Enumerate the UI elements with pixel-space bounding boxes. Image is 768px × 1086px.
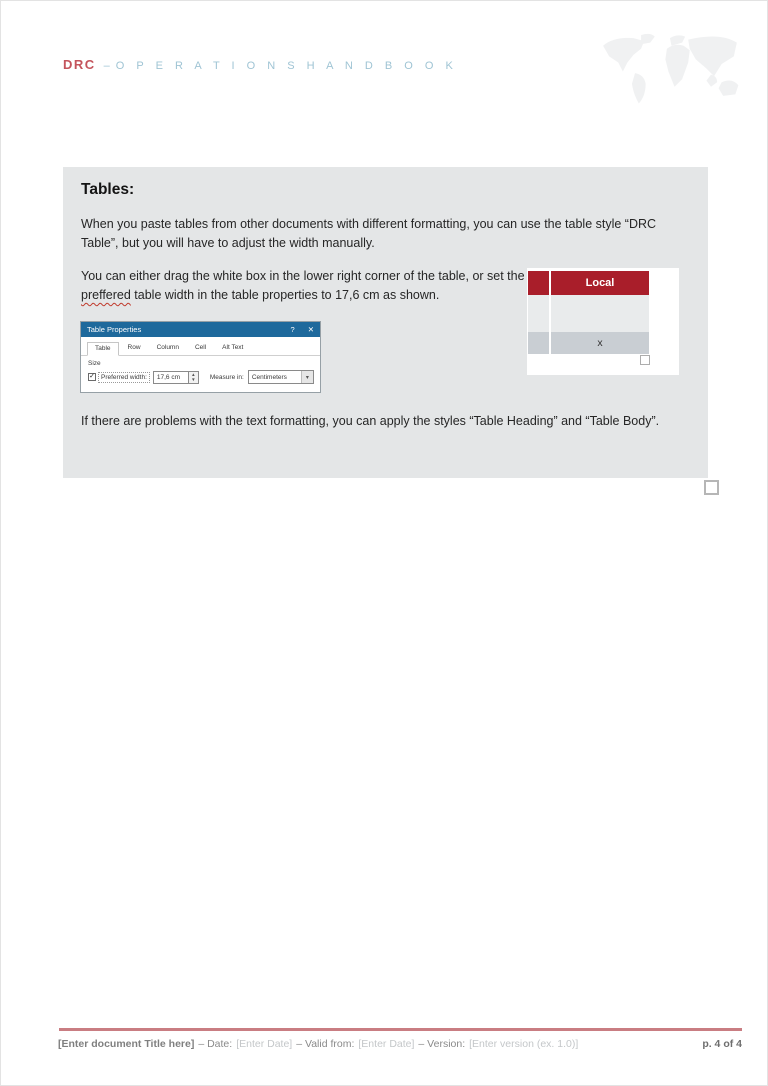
- dialog-tab-strip: [81, 337, 320, 356]
- footer-date-label: – Date:: [198, 1038, 233, 1050]
- spinner-up-icon[interactable]: ▲: [191, 372, 196, 377]
- paragraph-drag-box-part1: You can either drag the white box in the lower right corner of the table, or set the: [81, 269, 525, 283]
- tab-cell[interactable]: Cell: [194, 344, 207, 351]
- measure-in-value: Centimeters: [251, 373, 287, 381]
- content-box: [63, 167, 708, 478]
- header-dash: –: [103, 60, 110, 72]
- help-icon[interactable]: ?: [290, 325, 295, 334]
- section-heading: Tables:: [81, 181, 135, 198]
- measure-in-label: Measure in:: [209, 373, 244, 381]
- tab-table[interactable]: Table: [87, 342, 119, 356]
- figure-header-row: [528, 271, 649, 295]
- figure-empty-row: [528, 295, 649, 332]
- figure-body-stub-cell: [528, 332, 549, 354]
- spinner-down-icon[interactable]: ▼: [191, 377, 196, 382]
- dialog-title: Table Properties: [87, 325, 142, 334]
- footer-valid-from-value: [Enter Date]: [358, 1038, 415, 1050]
- footer-version-label: – Version:: [418, 1038, 466, 1050]
- document-header: [63, 56, 457, 74]
- close-icon[interactable]: ✕: [307, 325, 314, 334]
- figure-body-row: [528, 332, 649, 354]
- preferred-width-row: [88, 370, 320, 384]
- measure-in-dropdown[interactable]: [248, 370, 314, 384]
- footer-valid-from-label: – Valid from:: [296, 1038, 355, 1050]
- world-map-icon: [597, 29, 749, 105]
- footer-rule: [59, 1028, 742, 1031]
- drc-logo: DRC: [63, 57, 96, 72]
- footer-version-value: [Enter version (ex. 1.0)]: [469, 1038, 579, 1050]
- paragraph-text-formatting: If there are problems with the text formatting, you can apply the styles “Table Heading” and “Table Body”.: [81, 414, 660, 428]
- footer-date-value: [Enter Date]: [236, 1038, 293, 1050]
- table-figure-image: [527, 268, 679, 375]
- size-group-label: Size: [88, 360, 101, 367]
- figure-header-stub-cell: [528, 271, 549, 295]
- width-value-input[interactable]: 17,6 cm: [153, 371, 189, 384]
- document-footer: [58, 1038, 742, 1050]
- tab-alt-text[interactable]: Alt Text: [222, 344, 244, 351]
- table-resize-handle: [640, 355, 650, 365]
- page-number: p. 4 of 4: [702, 1038, 742, 1050]
- figure-empty-stub-cell: [528, 295, 549, 332]
- paragraph-paste-tables: When you paste tables from other documents with different formatting, you can use the table style “DRC Table”, but you will have to adjust the width manually.: [81, 217, 657, 250]
- footer-document-title: [Enter document Title here]: [58, 1038, 195, 1050]
- chevron-down-icon[interactable]: ▾: [301, 371, 313, 383]
- tab-row[interactable]: Row: [127, 344, 141, 351]
- misspelled-word: preffered: [81, 288, 131, 302]
- table-properties-dialog-image: [80, 321, 321, 393]
- paragraph-drag-box: [81, 267, 533, 305]
- header-title: O P E R A T I O N S H A N D B O O K: [115, 60, 458, 72]
- figure-body-cell: x: [551, 332, 649, 354]
- figure-empty-cell: [551, 295, 649, 332]
- width-stepper[interactable]: [189, 371, 199, 384]
- object-resize-handle: [704, 480, 719, 495]
- tab-column[interactable]: Column: [156, 344, 179, 351]
- preferred-width-checkbox[interactable]: ✓: [89, 373, 95, 380]
- paragraph-drag-box-part2: table width in the table properties to 17,6 cm as shown.: [130, 288, 440, 302]
- preferred-width-label: Preferred width:: [101, 373, 147, 381]
- dialog-titlebar: [81, 322, 320, 337]
- figure-header-cell: Local: [551, 271, 649, 295]
